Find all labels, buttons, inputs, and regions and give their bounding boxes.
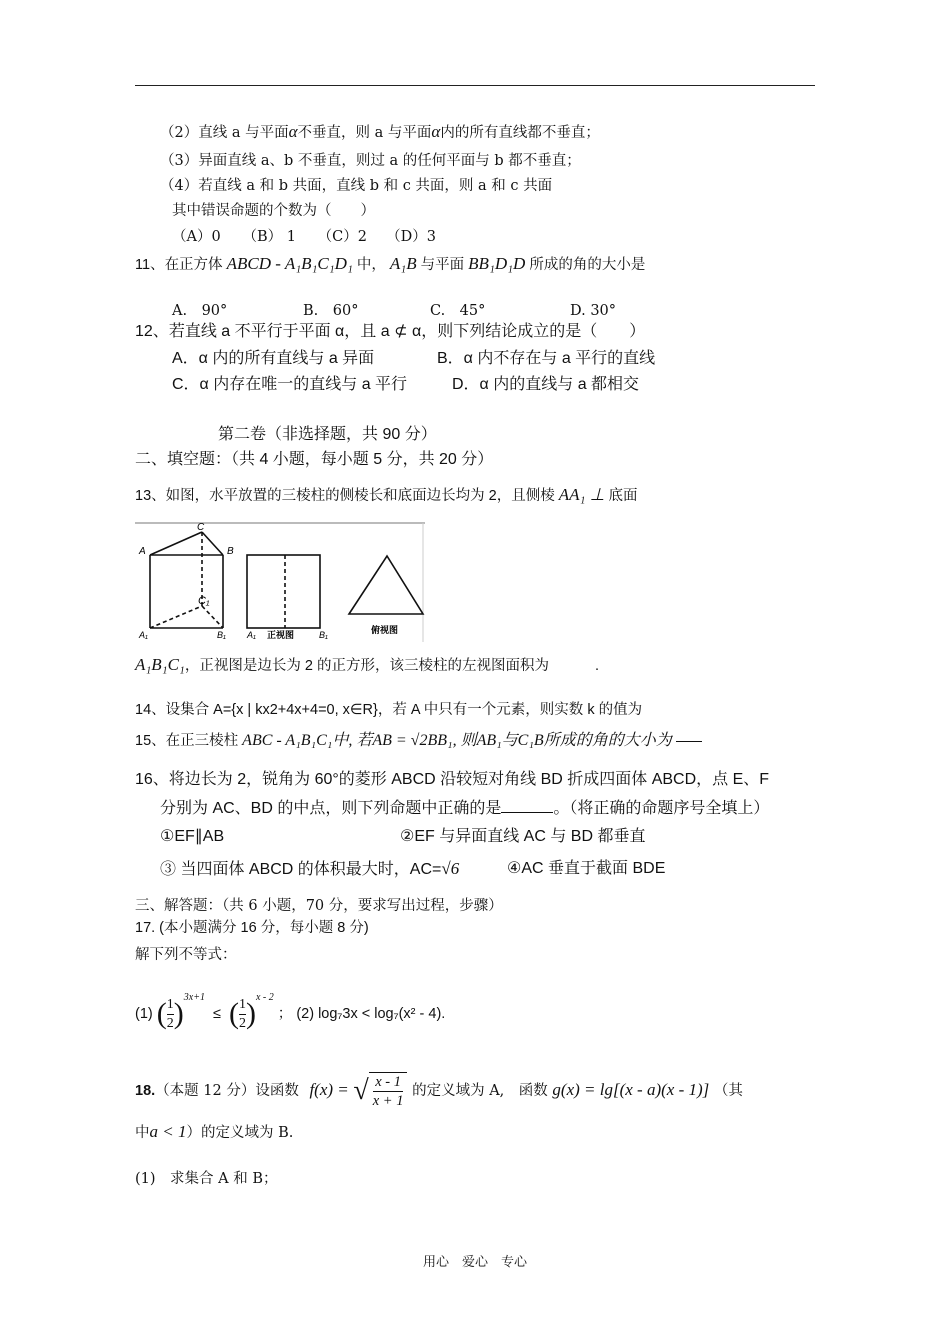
q18-fx: f(x) = (309, 1080, 349, 1099)
q11-cube: ABCD - A₁B₁C₁D₁ (226, 254, 353, 273)
q14-text: 14、设集合 A={x | kx2+4x+4=0, x∈R}，若 A 中只有一个元素，则实数 k 的值为 (135, 702, 643, 718)
q10-item3: （3）异面直线 a、b 不垂直，则过 a 的任何平面与 b 都不垂直； (160, 153, 581, 169)
header-rule (135, 85, 815, 86)
q11-line: A₁B (389, 254, 417, 273)
q16-line2: 分别为 AC、BD 的中点，则下列命题中正确的是 。（将正确的命题序号全填上） (160, 800, 770, 817)
q15-answer-blank (676, 741, 702, 742)
label-C: C (197, 522, 205, 533)
q16-option-1: ①EF∥AB (160, 828, 225, 845)
q16-option-3: ③ 当四面体 ABCD 的体积最大时，AC=√6 (160, 859, 460, 878)
q17-title: 17. (本小题满分 16 分，每小题 8 分) (135, 920, 369, 936)
q11-option-a: A. 90° (172, 303, 228, 319)
q12-option-b: B．α 内不存在与 a 平行的直线 (437, 350, 656, 367)
q18-subquestion-1: (1) 求集合 A 和 B； (135, 1171, 278, 1187)
q13-base: A₁B₁C₁ (135, 655, 185, 674)
q11-option-c: C. 45° (430, 303, 486, 319)
q15-formula: ABC - A₁B₁C₁中, 若AB = √2BB₁, 则AB₁与C₁B所成的角的大小为 (242, 732, 672, 749)
q10-item4: （4）若直线 a 和 b 共面，直线 b 和 c 共面，则 a 和 c 共面 (160, 178, 553, 194)
q11-stem: 11、在正方体 ABCD - A₁B₁C₁D₁ 中， A₁B 与平面 BB₁D₁D 所成的角的大小是 (135, 254, 646, 273)
label-B: B (227, 546, 234, 557)
q12-stem: 12、若直线 a 不平行于平面 α，且 a ⊄ α，则下列结论成立的是（ ） (135, 323, 646, 340)
q11-plane: BB₁D₁D (468, 254, 526, 273)
q10-options: （A）0 （B） 1 （C）2 （D）3 (172, 229, 436, 245)
q17-inequalities: (1) ( $\frac{1}{2}$ )$^{3x+1}$ ≤ ( $\frac{1}{2}$ )$^{x - 2}$ ； (2) log₇3x < log₇(x² - 4). (135, 992, 446, 1031)
label-C1: C₁ (198, 595, 210, 607)
q12-option-a: A．α 内的所有直线与 a 异面 (172, 350, 375, 367)
q10-stem: 其中错误命题的个数为（ ） (172, 203, 375, 219)
q16-option-4: ④AC 垂直于截面 BDE (507, 860, 666, 877)
q16-line1: 16、将边长为 2，锐角为 60°的菱形 ABCD 沿较短对角线 BD 折成四面体 ABCD，点 E、F (135, 771, 770, 788)
q11-option-b: B. 60° (303, 303, 359, 319)
front-view-caption: 正视图 (267, 630, 295, 640)
label-B1: B₁ (217, 630, 226, 640)
q18-line2: 中a < 1）的定义域为 B. (135, 1122, 294, 1141)
q18-stem: 18.（本题 12 分）设函数 f(x) = √ $\frac{x - 1}{x + 1}$ 的定义域为 A, 函数 g(x) = lg[(x - a)(x - 1)] （其 (135, 1074, 743, 1109)
q16-option-2: ②EF 与异面直线 AC 与 BD 都垂直 (400, 828, 646, 845)
q15-text: 15、在正三棱柱 ABC - A₁B₁C₁中, 若AB = √2BB₁, 则AB₁与C₁B所成的角的大小为 (135, 731, 702, 751)
part3-heading: 三、解答题：（共 6 小题，70 分，要求写出过程，步骤） (135, 898, 503, 914)
q18-gx: g(x) = lg[(x - a)(x - 1)] (552, 1080, 710, 1099)
q10-item2: （2）直线 a 与平面α不垂直，则 a 与平面α内的所有直线都不垂直； (160, 122, 600, 141)
top-view-caption: 俯视图 (371, 625, 399, 635)
label-A1: A₁ (139, 630, 148, 640)
q13-continued: A₁B₁C₁，正视图是边长为 2 的正方形，该三棱柱的左视图面积为 . (135, 655, 599, 674)
q17-intro: 解下列不等式： (135, 947, 237, 963)
q11-option-d: D. 30° (570, 303, 617, 319)
page-footer: 用心 爱心 专心 (422, 1255, 527, 1270)
q13-stem: 13、如图，水平放置的三棱柱的侧棱长和底面边长均为 2，且侧棱 AA₁ ⊥ 底面 (135, 485, 638, 504)
fill-in-section-heading: 二、填空题：（共 4 小题，每小题 5 分，共 20 分） (135, 451, 494, 468)
q13-figure (135, 520, 425, 642)
label-A: A (139, 546, 146, 557)
front-label-B1: B₁ (319, 630, 328, 640)
front-label-A1: A₁ (247, 630, 256, 640)
q12-option-c: C．α 内存在唯一的直线与 a 平行 (172, 376, 408, 393)
q12-option-d: D．α 内的直线与 a 都相交 (452, 376, 640, 393)
q16-answer-blank (501, 798, 553, 813)
q13-edge: AA₁ ⊥ (558, 485, 605, 504)
part2-title: 第二卷（非选择题，共 90 分） (218, 426, 437, 443)
